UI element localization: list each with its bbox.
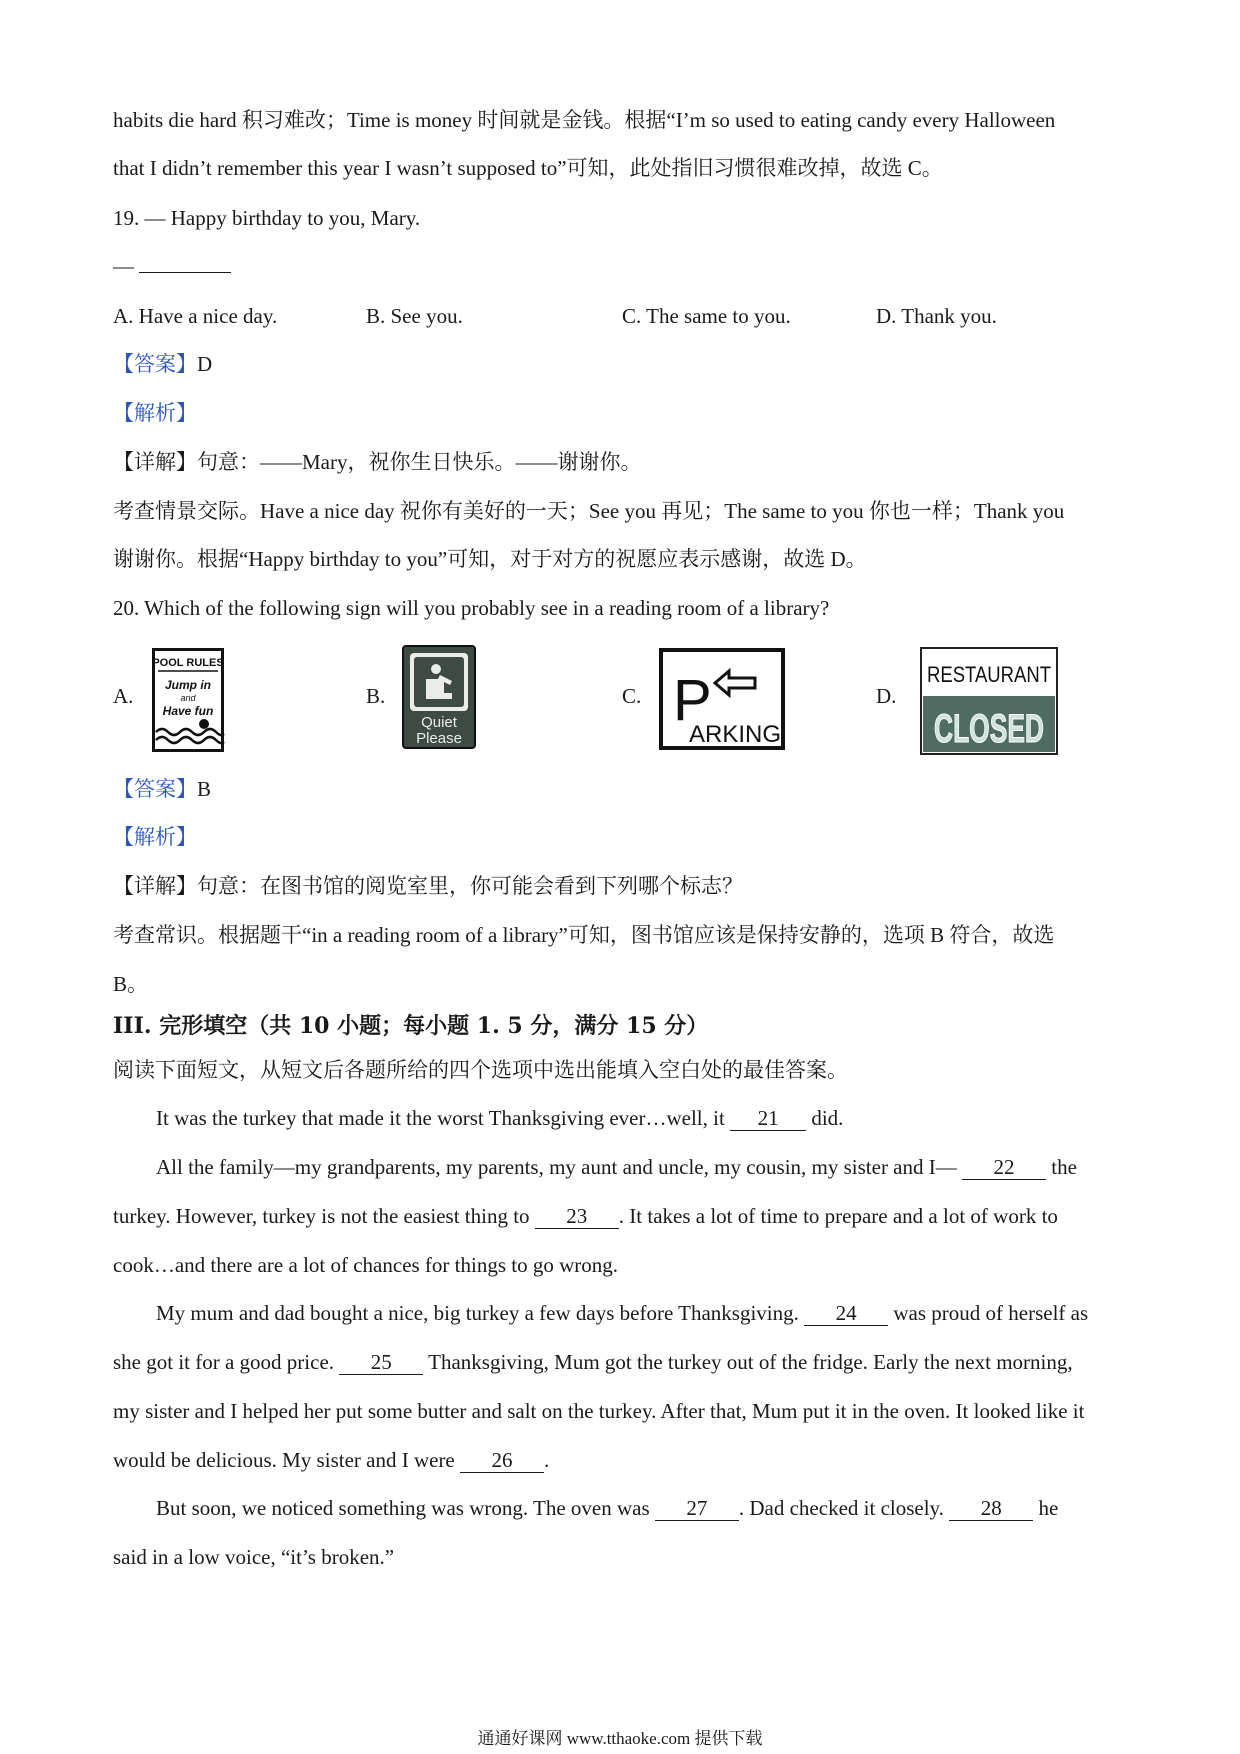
detail-label: 【详解】 [113, 450, 197, 474]
passage-text: the [1051, 1155, 1077, 1179]
passage-line: said in a low voice, “it’s broken.” [113, 1545, 395, 1569]
text-line: B。 [113, 972, 149, 996]
answer-label: 【答案】 [113, 777, 197, 801]
answer-blank [139, 252, 231, 273]
answer-label: 【答案】 [113, 352, 197, 376]
sign-c-word: ARKING [689, 721, 782, 748]
q19-answer [113, 350, 212, 378]
q19-analysis [113, 399, 197, 427]
blank-28: 28 [949, 1496, 1033, 1521]
q20-detail [113, 872, 743, 900]
blank-23: 23 [535, 1204, 619, 1229]
sign-b-line1: Quiet [421, 714, 457, 731]
sign-b-line2: Please [416, 730, 462, 747]
passage-text: Thanksgiving, Mum got the turkey out of the fridge. Early the next morning, [428, 1350, 1073, 1374]
restaurant-closed-sign-image [919, 646, 1059, 756]
q19-detail [113, 448, 642, 476]
text-line: 考查常识。根据题干“in a reading room of a library”可知，图书馆应该是保持安静的，选项 B 符合，故选 [113, 923, 1055, 947]
q19-option-a: A. Have a nice day. [113, 304, 278, 328]
passage-line [113, 1202, 1058, 1230]
passage-text: did. [811, 1106, 844, 1130]
passage-text: she got it for a good price. [113, 1350, 335, 1374]
sign-a-line4: Have fun [162, 704, 214, 718]
sign-a-line1: POOL RULES [152, 657, 224, 669]
passage-text: . It takes a lot of time to prepare and a lot of work to [618, 1204, 1058, 1228]
passage-line [113, 1348, 1073, 1376]
q19-option-b: B. See you. [366, 304, 463, 328]
detail-label: 【详解】 [113, 874, 197, 898]
blank-24: 24 [804, 1301, 888, 1326]
blank-27: 27 [655, 1496, 739, 1521]
passage-text: But soon, we noticed something was wrong. The oven was [156, 1496, 650, 1520]
quiet-please-sign-image [402, 645, 476, 749]
passage-text: . Dad checked it closely. [738, 1496, 944, 1520]
sign-a-line2: Jump in [164, 678, 212, 692]
sign-d-line1: RESTAURANT [927, 662, 1051, 687]
passage-line [156, 1104, 843, 1132]
page-footer: 通通好课网 www.tthaoke.com 提供下载 [477, 1729, 763, 1748]
section-title: III. 完形填空（共 10 小题；每小题 1. 5 分，满分 15 分） [113, 1013, 709, 1039]
detail-text: 句意：——Mary，祝你生日快乐。——谢谢你。 [197, 450, 642, 474]
passage-line [156, 1299, 1088, 1327]
passage-line: cook…and there are a lot of chances for things to go wrong. [113, 1253, 619, 1277]
text-line: 考查情景交际。Have a nice day 祝你有美好的一天；See you 再见；The same to you 你也一样；Thank you [113, 499, 1065, 523]
answer-value: B [197, 777, 212, 801]
passage-line: my sister and I helped her put some butter and salt on the turkey. After that, Mum put it in the oven. It looked like it [113, 1399, 1085, 1423]
question-19-stem: 19. — Happy birthday to you, Mary. [113, 206, 421, 230]
q19-option-d: D. Thank you. [876, 304, 997, 328]
passage-text: My mum and dad bought a nice, big turkey a few days before Thanksgiving. [156, 1301, 799, 1325]
passage-text: was proud of herself as [893, 1301, 1089, 1325]
analysis-label: 【解析】 [113, 825, 197, 849]
q20-option-a: A. [113, 684, 134, 708]
detail-text: 句意：在图书馆的阅览室里，你可能会看到下列哪个标志？ [197, 874, 743, 898]
passage-text: turkey. However, turkey is not the easiest thing to [113, 1204, 530, 1228]
blank-22: 22 [962, 1155, 1046, 1180]
sign-c-letter: P [673, 668, 712, 733]
text-line: 谢谢你。根据“Happy birthday to you”可知，对于对方的祝愿应表示感谢，故选 D。 [113, 547, 867, 571]
parking-sign-image [659, 648, 785, 752]
passage-line [156, 1153, 1077, 1181]
passage-text: All the family—my grandparents, my parents, my aunt and uncle, my cousin, my sister and I— [156, 1155, 957, 1179]
passage-text: would be delicious. My sister and I were [113, 1448, 455, 1472]
q20-analysis [113, 823, 197, 851]
blank-26: 26 [460, 1448, 544, 1473]
analysis-label: 【解析】 [113, 401, 197, 425]
passage-text: It was the turkey that made it the worst Thanksgiving ever…well, it [156, 1106, 725, 1130]
pool-rules-sign-image [152, 648, 224, 752]
text-line: that I didn’t remember this year I wasn’t supposed to”可知，此处指旧习惯很难改掉，故选 C。 [113, 156, 943, 180]
sign-d-line2: CLOSED [934, 707, 1044, 751]
q20-option-d: D. [876, 684, 897, 708]
passage-line [113, 1446, 549, 1474]
q20-option-c: C. [622, 684, 642, 708]
question-20-stem: 20. Which of the following sign will you probably see in a reading room of a library? [113, 596, 830, 620]
question-19-response [113, 252, 231, 280]
sign-a-line3: and [180, 693, 196, 703]
passage-text: he [1038, 1496, 1059, 1520]
blank-21: 21 [730, 1106, 806, 1131]
answer-value: D [197, 352, 213, 376]
q19-option-c: C. The same to you. [622, 304, 791, 328]
dash: — [113, 254, 134, 278]
text-line: habits die hard 积习难改；Time is money 时间就是金钱。根据“I’m so used to eating candy every Halloween [113, 108, 1056, 132]
passage-line [156, 1494, 1058, 1522]
q20-option-b: B. [366, 684, 386, 708]
blank-25: 25 [339, 1350, 423, 1375]
passage-text: . [544, 1448, 550, 1472]
q20-answer [113, 775, 211, 803]
section-instructions: 阅读下面短文，从短文后各题所给的四个选项中选出能填入空白处的最佳答案。 [113, 1058, 848, 1082]
